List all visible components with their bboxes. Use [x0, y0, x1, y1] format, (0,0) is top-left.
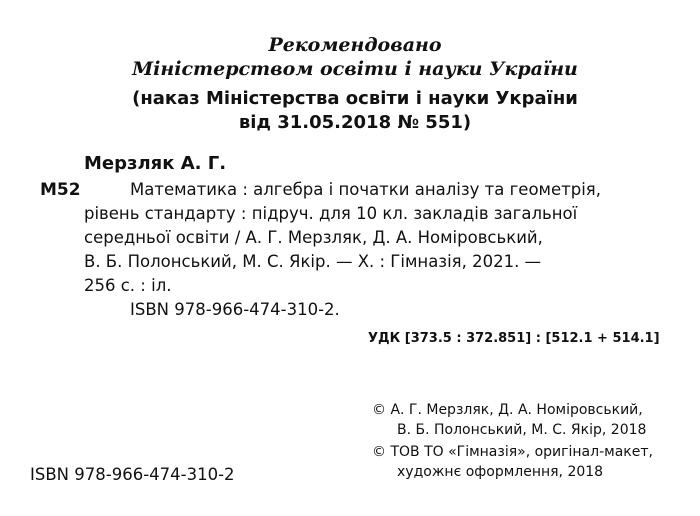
order-reference-line-2: від 31.05.2018 № 551): [238, 112, 472, 133]
catalog-description-line: Математика : алгебра і початки аналізу та геометрія,: [130, 180, 601, 199]
catalog-description-line: В. Б. Полонський, М. С. Якір. — Х. : Гімназія, 2021. —: [84, 252, 542, 271]
copyright-line: © ТОВ ТО «Гімназія», оригінал-макет,: [372, 444, 653, 460]
catalog-isbn: ISBN 978-966-474-310-2.: [130, 300, 340, 319]
index-code: М52: [40, 180, 81, 200]
catalog-description-line: середньої освіти / А. Г. Мерзляк, Д. А. Номіровський,: [84, 228, 543, 247]
order-reference-line-1: (наказ Міністерства освіти і науки України: [132, 88, 578, 109]
copyright-line: © А. Г. Мерзляк, Д. А. Номіровський,: [372, 402, 643, 418]
copyright-line: В. Б. Полонський, М. С. Якір, 2018: [397, 422, 647, 438]
recommendation-title: Рекомендовано: [268, 34, 442, 56]
footer-isbn: ISBN 978-966-474-310-2: [30, 465, 235, 484]
recommendation-ministry: Міністерством освіти і науки України: [132, 58, 578, 80]
catalog-description-line: 256 с. : іл.: [84, 276, 172, 295]
catalog-description-line: рівень стандарту : підруч. для 10 кл. закладів загальної: [84, 204, 578, 223]
udc-code: УДК [373.5 : 372.851] : [512.1 + 514.1]: [368, 331, 660, 346]
author-heading: Мерзляк А. Г.: [84, 153, 227, 174]
copyright-line: художнє оформлення, 2018: [397, 464, 604, 480]
